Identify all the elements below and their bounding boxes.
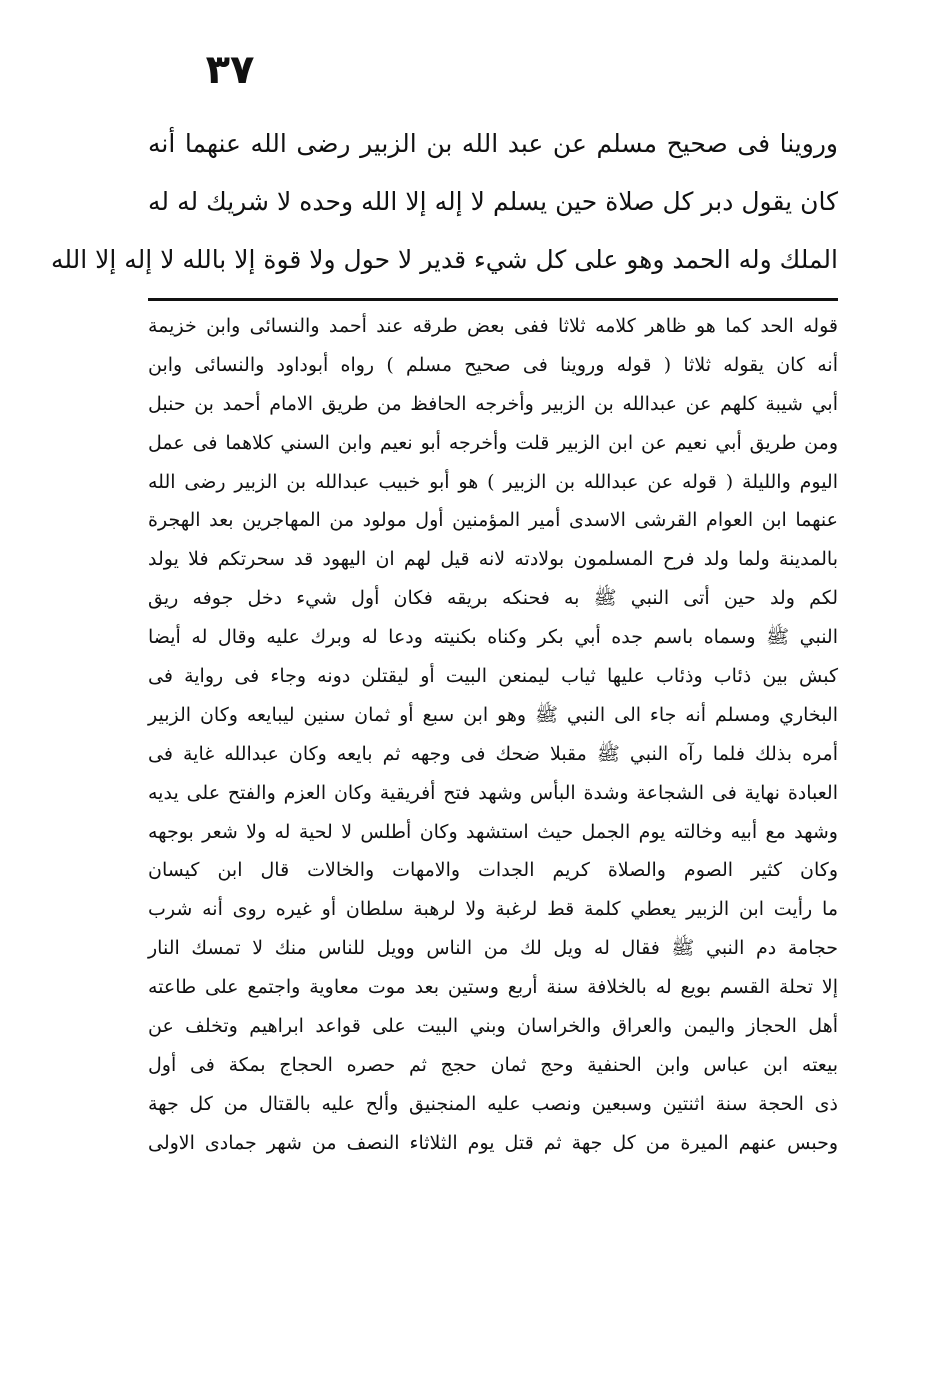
commentary-line: وكان كثير الصوم والصلاة كريم الجدات والامهات والخالات قال ابن كيسان <box>148 859 838 882</box>
page-number: ٣٧ <box>205 47 255 93</box>
commentary-line: بيعته ابن عباس وابن الحنفية وحج ثمان حجج ثم حصره الحجاج بمكة فى أول <box>148 1053 838 1076</box>
commentary-line: وشهد مع أبيه وخالته يوم الجمل حيث استشهد وكان أطلس لا لحية له ولا شعر بوجهه <box>148 820 838 843</box>
commentary-line: البخاري ومسلم أنه جاء الى النبي ﷺ وهو ابن سبع أو ثمان سنين ليبايعه وكان الزبير <box>148 703 838 726</box>
commentary-line: حجامة دم النبي ﷺ فقال له ويل لك من الناس وويل للناس منك لا تمسك النار <box>148 937 838 960</box>
commentary-line: النبي ﷺ وسماه باسم جده أبي بكر وكناه بكنيته ودعا له وبرك عليه وقال له أيضا <box>148 626 838 649</box>
commentary-block <box>148 307 838 1163</box>
commentary-line: ومن طريق أبي نعيم عن ابن الزبير قلت وأخرجه أبو نعيم وابن السني كلاهما فى عمل <box>148 431 838 454</box>
commentary-line: كبش بين ذئاب وذئاب عليها ثياب ليمنعن البيت أو ليقتلن دونه وجاء فى رواية فى <box>148 665 838 688</box>
commentary-line: أمره بذلك فلما رآه النبي ﷺ مقبلا ضحك فى وجهه ثم بايعه وكان عبدالله غاية فى <box>148 742 838 765</box>
commentary-line: أهل الحجاز واليمن والعراق والخراسان وبني البيت على قواعد ابراهيم وتخلف عن <box>148 1015 838 1038</box>
commentary-line: عنهما ابن العوام القرشى الاسدى أمير المؤمنين أول مولود من المهاجرين بعد الهجرة <box>148 509 838 532</box>
commentary-line: قوله الحد كما هو ظاهر كلامه ثلاثا ففى بعض طرقه عند أحمد والنسائى وابن خزيمة <box>148 315 838 337</box>
main-text-line: الملك وله الحمد وهو على كل شيء قدير لا حول ولا قوة إلا بالله لا إله إلا الله <box>50 245 838 274</box>
commentary-line: بالمدينة ولما ولد فرح المسلمون بولادته لانه قيل لهم ان اليهود قد سحرتكم فلا يولد <box>148 548 838 571</box>
commentary-line: أبي شيبة كلهم عن عبدالله بن الزبير وأخرجه الحافظ من طريق الامام أحمد بن حنبل <box>148 392 838 415</box>
commentary-line: ما رأيت ابن الزبير يعطي كلمة قط لرغبة ولا لرهبة سلطان أو غيره روى أنه شرب <box>148 898 838 921</box>
commentary-line: إلا تحلة القسم بويع له بالخلافة سنة أربع وستين بعد موت معاوية واجتمع على طاعته <box>148 976 838 999</box>
commentary-line: لكم ولد حين أتى النبي ﷺ به فحنكه بريقه فكان أول شيء دخل جوفه ريق <box>148 587 838 610</box>
commentary-line: أنه كان يقوله ثلاثا ( قوله وروينا فى صحيح مسلم ) رواه أبوداود والنسائى وابن <box>148 353 838 376</box>
main-text-line: وروينا فى صحيح مسلم عن عبد الله بن الزبير رضى الله عنهما أنه <box>148 129 838 158</box>
main-text-line: كان يقول دبر كل صلاة حين يسلم لا إله إلا الله وحده لا شريك له له <box>148 187 838 216</box>
main-text-block <box>50 115 838 289</box>
commentary-line: وحبس عنهم الميرة من كل جهة ثم قتل يوم الثلاثاء النصف من شهر جمادى الاولى <box>148 1131 838 1154</box>
commentary-line: اليوم والليلة ( قوله عن عبدالله بن الزبير ) هو أبو خبيب عبدالله بن الزبير رضى الله <box>148 470 838 493</box>
section-divider <box>148 298 838 301</box>
commentary-line: العبادة نهاية فى الشجاعة وشدة البأس وشهد فتح أفريقية وكان العزم والفتح على يديه <box>148 781 838 804</box>
commentary-line: ذى الحجة سنة اثنتين وسبعين ونصب عليه المنجنيق وألح عليه بالقتال من كل جهة <box>148 1092 838 1115</box>
